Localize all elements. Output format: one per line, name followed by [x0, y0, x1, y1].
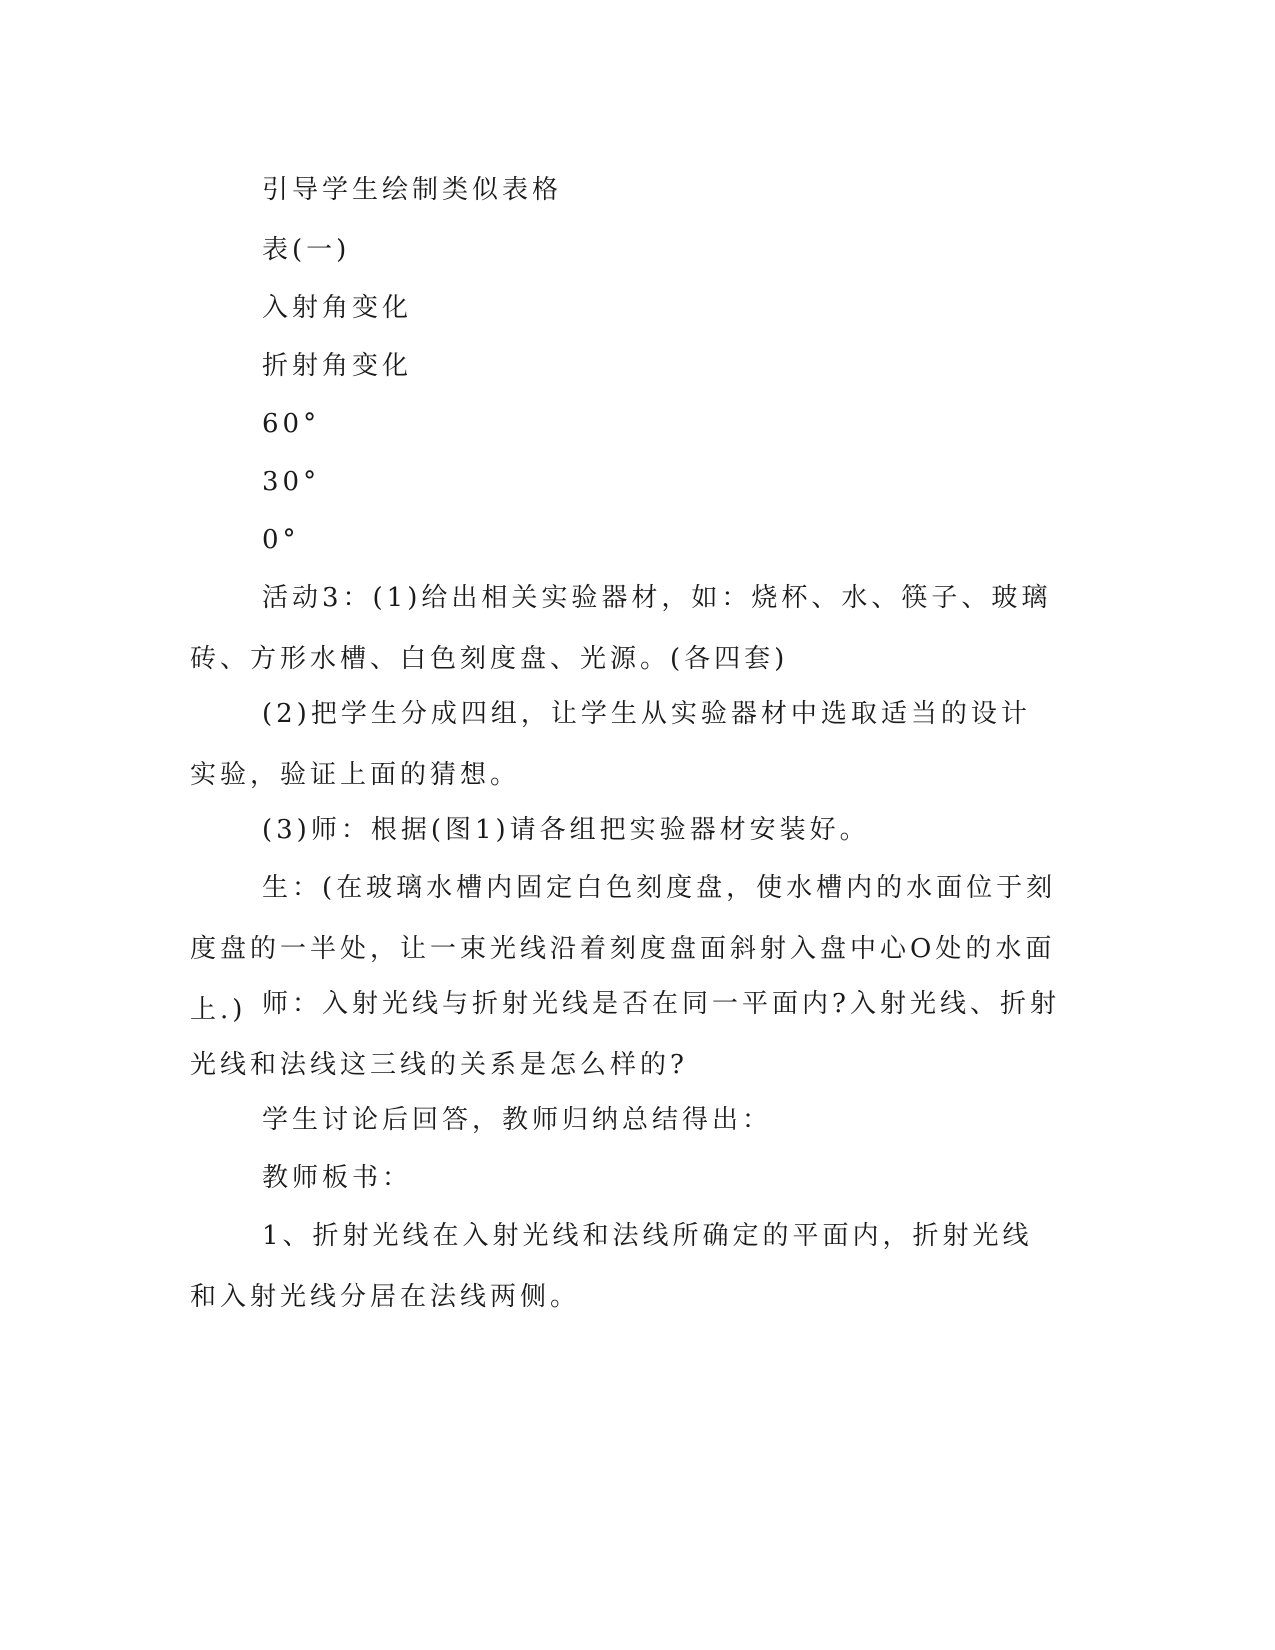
paragraph-group-task: (2)把学生分成四组，让学生从实验器材中选取适当的设计实验，验证上面的猜想。 [190, 699, 1031, 790]
paragraph-student-setup: 生：(在玻璃水槽内固定白色刻度盘，使水槽内的水面位于刻度盘的一半处，让一束光线沿着刻度盘面斜射入盘中心O处的水面上.) [190, 873, 1057, 1025]
paragraph-incidence-change: 入射角变化 [262, 293, 413, 323]
paragraph-angle-0: 0° [262, 525, 300, 555]
paragraph-activity-3: 活动3：(1)给出相关实验器材，如：烧杯、水、筷子、玻璃砖、方形水槽、白色刻度盘、光源。(各四套) [190, 583, 1052, 674]
paragraph-instruction: 引导学生绘制类似表格 [262, 175, 563, 205]
paragraph-angle-30: 30° [262, 467, 321, 497]
paragraph-teacher-question: 师：入射光线与折射光线是否在同一平面内?入射光线、折射光线和法线这三线的关系是怎么样的? [190, 989, 1060, 1080]
paragraph-teacher-setup: (3)师：根据(图1)请各组把实验器材安装好。 [262, 815, 870, 845]
paragraph-refraction-change: 折射角变化 [262, 351, 413, 381]
paragraph-discussion: 学生讨论后回答，教师归纳总结得出： [262, 1105, 773, 1135]
paragraph-board-heading: 教师板书： [262, 1163, 413, 1193]
paragraph-table-title: 表(一) [262, 235, 351, 265]
paragraph-conclusion-1: 1、折射光线在入射光线和法线所确定的平面内，折射光线和入射光线分居在法线两侧。 [190, 1221, 1033, 1312]
paragraph-angle-60: 60° [262, 409, 321, 439]
